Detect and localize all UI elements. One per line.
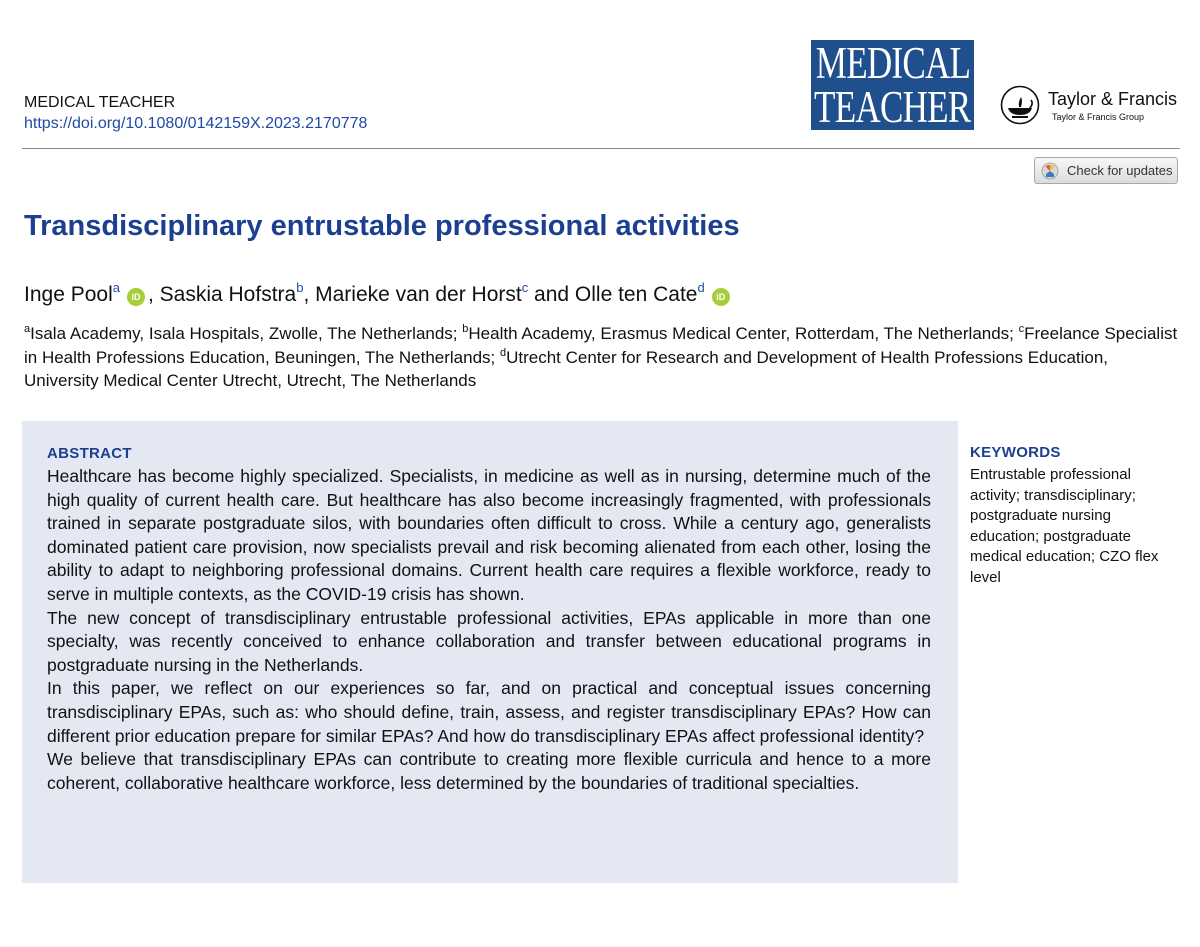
abstract-paragraph: We believe that transdisciplinary EPAs can contribute to creating more flexible curricula and hence to a more coherent, collaborative healthcare workforce, less determined by the boundaries of traditional specialties. — [47, 749, 931, 793]
abstract-paragraph: In this paper, we reflect on our experiences so far, and on practical and conceptual issues concerning transdisciplinary EPAs, such as: who should define, train, assess, and register transdisciplinary EPAs? How can different prior education prepare for similar EPAs? And how do transdisciplinary EPAs affect professional identity? — [47, 678, 931, 746]
orcid-icon[interactable]: iD — [127, 288, 145, 306]
affiliation-text: Health Academy, Erasmus Medical Center, Rotterdam, The Netherlands; — [468, 324, 1019, 343]
affiliation-marker: b — [296, 280, 304, 295]
keywords-text: Entrustable professional activity; transdisciplinary; postgraduate nursing education; postgraduate medical education; CZO flex level — [970, 466, 1159, 586]
affiliation-marker: d — [499, 346, 507, 359]
header-divider — [22, 148, 1180, 149]
cover-line-2: TEACHER — [814, 82, 971, 132]
journal-name: MEDICAL TEACHER — [24, 94, 176, 111]
affiliation-marker: b — [462, 323, 469, 335]
keywords-heading: KEYWORDS — [970, 444, 1061, 461]
affiliation-marker: a — [112, 280, 120, 295]
author-list: Inge Pool$^a$iD , Saskia Hofstra$^b$, Marieke van der Horst$^c$ and Olle ten Cate$^d$iD — [24, 283, 733, 307]
affiliation-marker: a — [24, 323, 31, 335]
affiliation-marker: d — [697, 280, 705, 295]
publisher-name: Taylor & Francis — [1048, 89, 1178, 109]
doi-link[interactable]: https://doi.org/10.1080/0142159X.2023.2170778 — [24, 115, 368, 132]
author-name[interactable]: Inge Pool — [24, 283, 113, 306]
article-title: Transdisciplinary entrustable professional activities — [24, 210, 740, 242]
affiliation-marker: c — [1018, 323, 1025, 335]
publisher-group: Taylor & Francis Group — [1052, 112, 1145, 122]
crossmark-icon — [1041, 162, 1059, 180]
check-for-updates-button[interactable] — [1034, 157, 1178, 184]
journal-cover-logo — [811, 40, 974, 130]
cover-line-1: MEDICAL — [815, 38, 970, 88]
orcid-icon[interactable]: iD — [712, 288, 730, 306]
publisher-logo — [1000, 85, 1190, 131]
author-name[interactable]: Olle ten Cate — [574, 283, 698, 306]
check-for-updates-label: Check for updates — [1067, 163, 1173, 178]
abstract-heading: ABSTRACT — [47, 445, 132, 462]
affiliation-text: Isala Academy, Isala Hospitals, Zwolle, The Netherlands; — [30, 324, 463, 343]
lamp-icon — [1000, 85, 1040, 125]
abstract-paragraph: Healthcare has become highly specialized. Specialists, in medicine as well as in nursing, determine much of the high quality of current health care. But healthcare has also become increasingly fragmented, with professionals trained in separate postgraduate silos, with boundaries often difficult to cross. While a century ago, generalists dominated patient care provision, now specialists prevail and risk becoming alienated from each other, losing the ability to adapt to neighboring professional domains. Current health care requires a flexible workforce, ready to serve in multiple contexts, as the COVID-19 crisis has shown. — [47, 466, 931, 604]
affiliation-marker: c — [521, 280, 529, 295]
affiliation-text: Utrecht Center for Research and Development of Health Professions Education, University Medical Center Utrecht, Utrecht, The Netherlands — [24, 347, 1109, 390]
affiliations — [24, 322, 1184, 393]
author-name[interactable]: Marieke van der Horst — [315, 283, 522, 306]
abstract-body — [47, 465, 931, 795]
affiliation-text: Freelance Specialist in Health Professions Education, Beuningen, The Netherlands; — [24, 324, 1178, 367]
author-name[interactable]: Saskia Hofstra — [159, 283, 297, 306]
abstract-paragraph: The new concept of transdisciplinary entrustable professional activities, EPAs applicable in more than one specialty, was recently conceived to enhance collaboration and transfer between educational programs in postgraduate nursing in the Netherlands. — [47, 607, 931, 675]
